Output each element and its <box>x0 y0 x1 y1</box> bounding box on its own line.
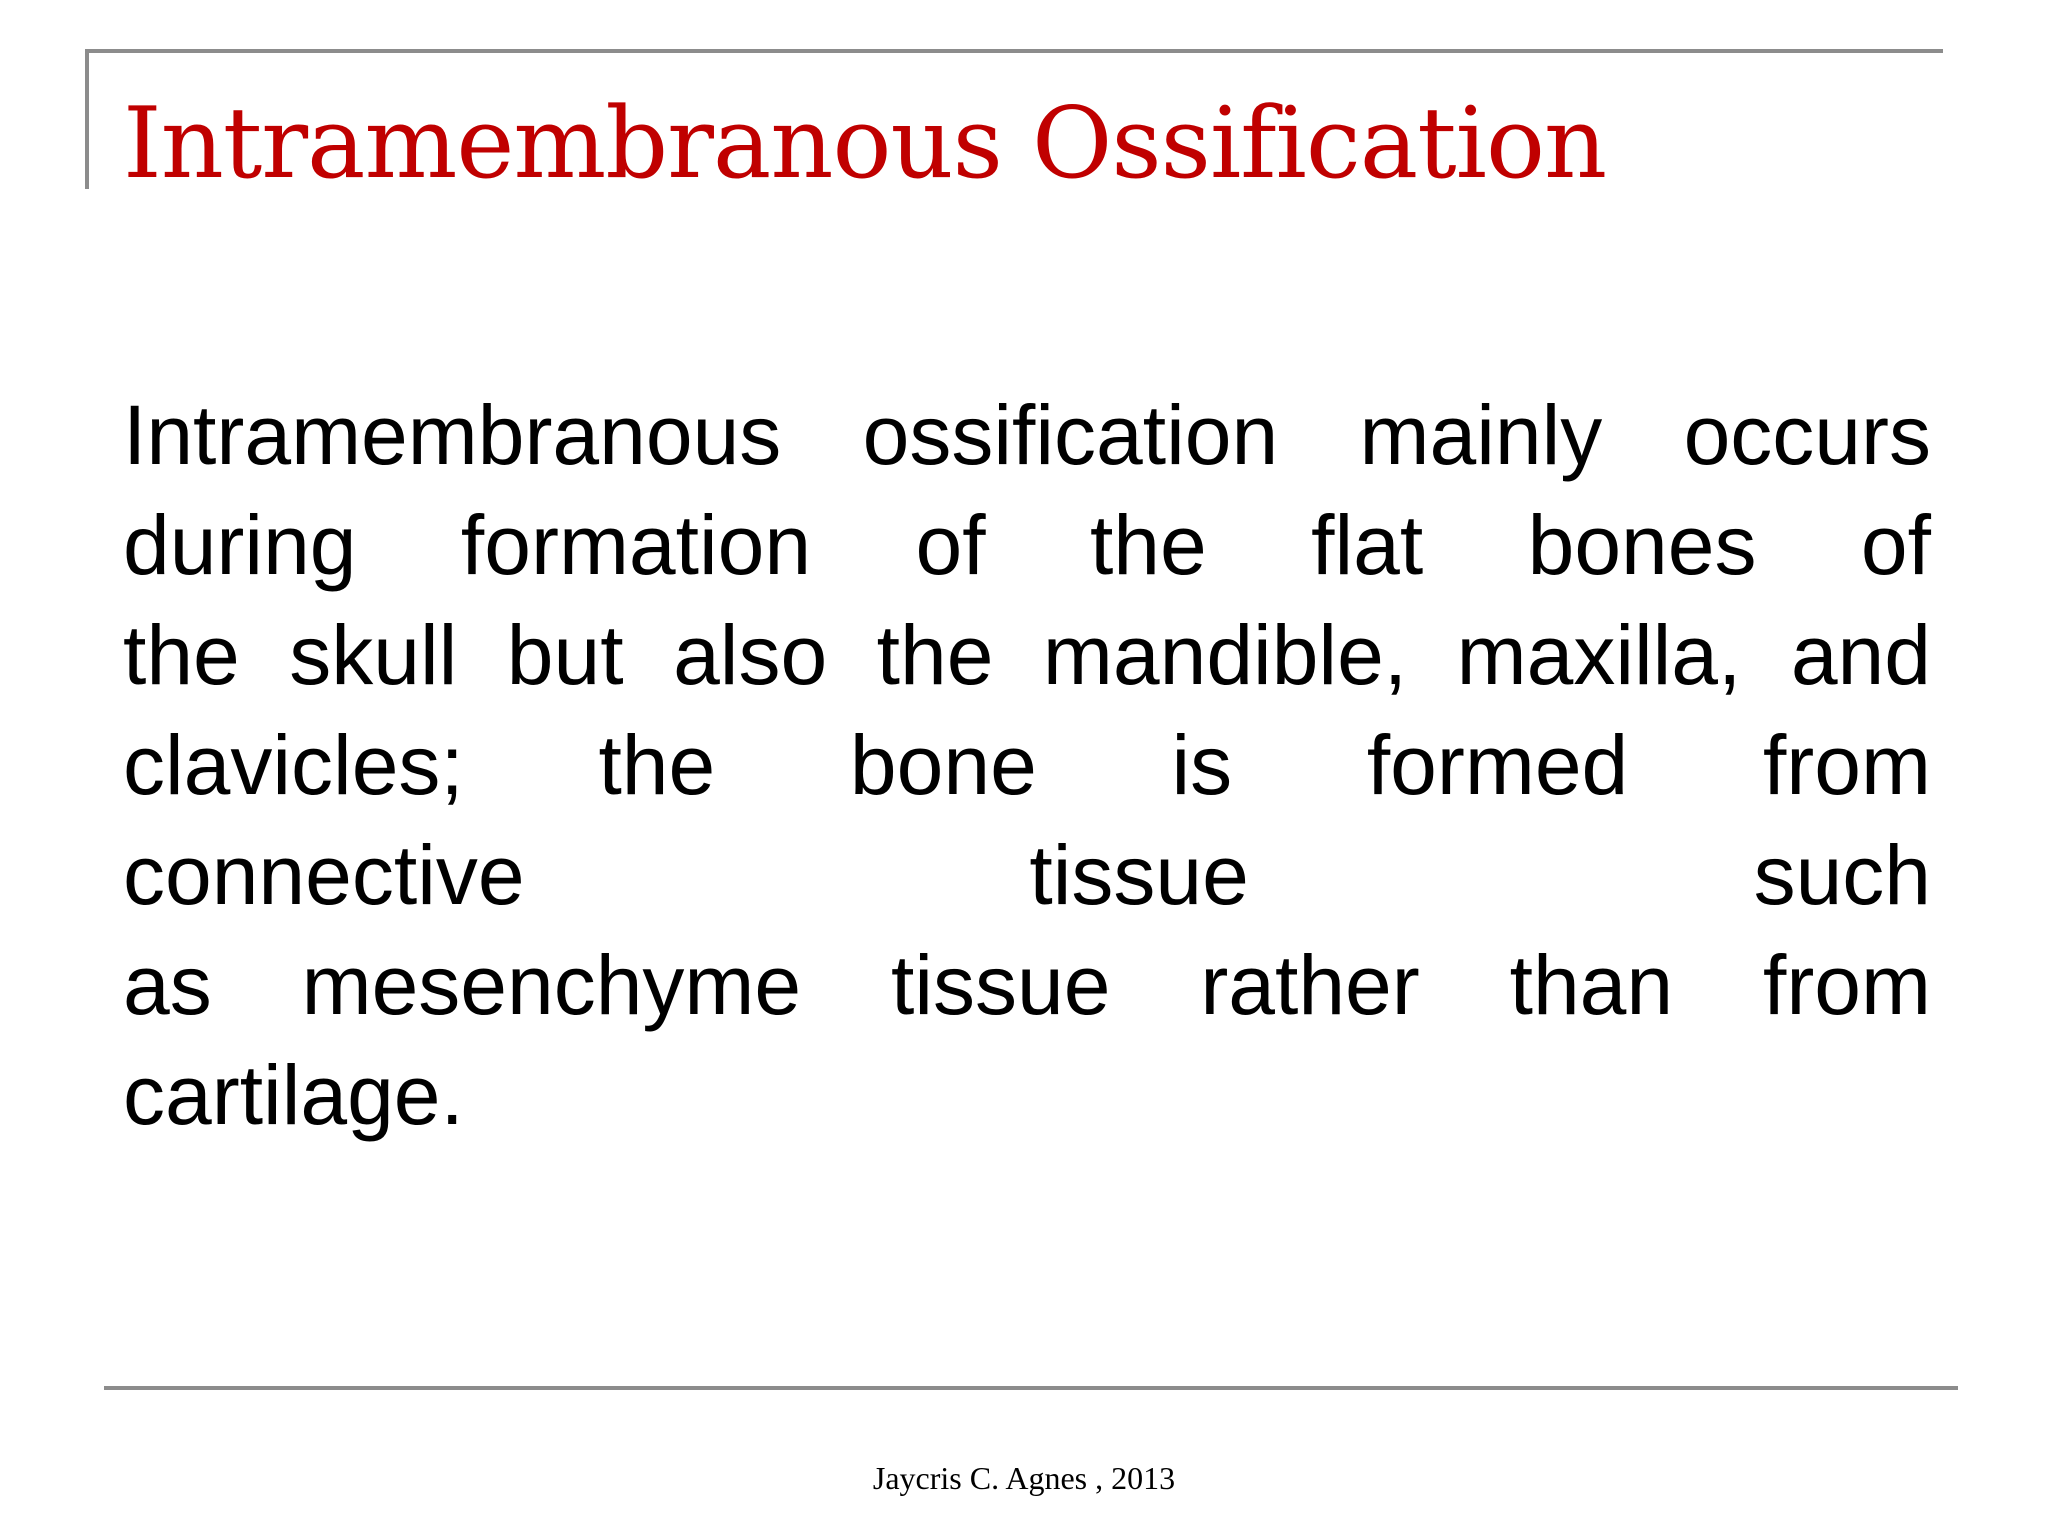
slide-title: Intramembranous Ossification <box>123 87 1607 201</box>
slide-footer: Jaycris C. Agnes , 2013 <box>872 1460 1176 1496</box>
body-line: the skull but also the mandible, maxilla, and <box>123 608 1931 702</box>
top-frame-rule <box>85 49 1943 53</box>
body-line: clavicles; the bone is formed from <box>123 718 1931 812</box>
footer-rule <box>104 1386 1958 1390</box>
body-line: Intramembranous ossification mainly occurs <box>123 388 1931 482</box>
body-line: connective tissue such <box>123 828 1931 922</box>
slide-body <box>123 380 1931 1150</box>
body-line: during formation of the flat bones of <box>123 498 1931 592</box>
left-frame-rule <box>85 49 89 189</box>
body-line: cartilage. <box>123 1048 464 1142</box>
body-line: as mesenchyme tissue rather than from <box>123 938 1931 1032</box>
